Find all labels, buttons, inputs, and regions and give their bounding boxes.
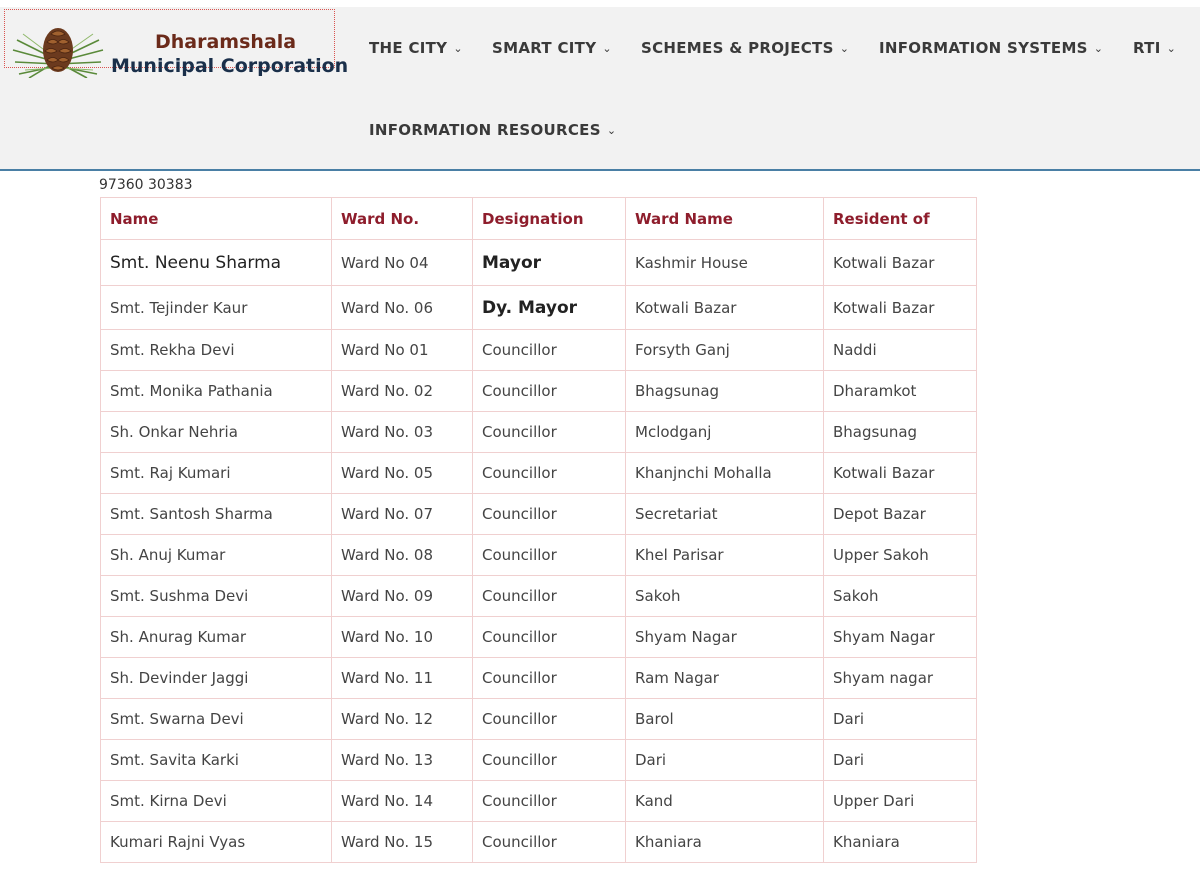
cell-resident-of: Dari bbox=[824, 699, 977, 740]
cell-name: Sh. Onkar Nehria bbox=[101, 412, 332, 453]
cell-ward-name: Secretariat bbox=[626, 494, 824, 535]
cell-designation: Councillor bbox=[473, 740, 626, 781]
cell-ward-name: Kashmir House bbox=[626, 240, 824, 286]
nav-smart-city[interactable] bbox=[492, 39, 612, 57]
cell-ward-name: Sakoh bbox=[626, 576, 824, 617]
cell-resident-of: Khaniara bbox=[824, 822, 977, 863]
cell-resident-of: Kotwali Bazar bbox=[824, 286, 977, 330]
table-row bbox=[101, 494, 977, 535]
cell-designation: Councillor bbox=[473, 371, 626, 412]
cell-designation: Councillor bbox=[473, 699, 626, 740]
chevron-down-icon: ⌄ bbox=[1166, 42, 1177, 55]
chevron-down-icon: ⌄ bbox=[453, 42, 463, 55]
nav-label: INFORMATION RESOURCES bbox=[369, 121, 601, 139]
cell-designation: Councillor bbox=[473, 453, 626, 494]
cell-resident-of: Naddi bbox=[824, 330, 977, 371]
cell-resident-of: Kotwali Bazar bbox=[824, 240, 977, 286]
cell-resident-of: Bhagsunag bbox=[824, 412, 977, 453]
table-row bbox=[101, 240, 977, 286]
nav-label: SCHEMES & PROJECTS bbox=[641, 39, 834, 57]
brand-name-line1: Dharamshala bbox=[155, 31, 297, 53]
cell-name: Sh. Anuj Kumar bbox=[101, 535, 332, 576]
table-header-row bbox=[101, 198, 977, 240]
nav-schemes-projects[interactable] bbox=[641, 39, 849, 57]
phone-number: 97360 30383 bbox=[99, 177, 193, 193]
cell-name: Sh. Devinder Jaggi bbox=[101, 658, 332, 699]
cell-ward-name: Barol bbox=[626, 699, 824, 740]
cell-ward-no: Ward No. 14 bbox=[332, 781, 473, 822]
header-designation: Designation bbox=[473, 198, 626, 240]
table-row bbox=[101, 371, 977, 412]
header-ward-name: Ward Name bbox=[626, 198, 824, 240]
cell-designation: Councillor bbox=[473, 822, 626, 863]
cell-ward-name: Mclodganj bbox=[626, 412, 824, 453]
cell-resident-of: Shyam Nagar bbox=[824, 617, 977, 658]
table-row bbox=[101, 740, 977, 781]
cell-name: Smt. Tejinder Kaur bbox=[101, 286, 332, 330]
cell-resident-of: Dari bbox=[824, 740, 977, 781]
nav-the-city[interactable] bbox=[369, 39, 463, 57]
table-row bbox=[101, 617, 977, 658]
cell-ward-no: Ward No. 15 bbox=[332, 822, 473, 863]
cell-name: Smt. Neenu Sharma bbox=[101, 240, 332, 286]
cell-ward-name: Khaniara bbox=[626, 822, 824, 863]
cell-ward-name: Forsyth Ganj bbox=[626, 330, 824, 371]
nav-information-systems[interactable] bbox=[879, 39, 1103, 57]
cell-ward-no: Ward No. 12 bbox=[332, 699, 473, 740]
chevron-down-icon: ⌄ bbox=[839, 42, 850, 55]
cell-name: Sh. Anurag Kumar bbox=[101, 617, 332, 658]
table-row bbox=[101, 781, 977, 822]
table-row bbox=[101, 412, 977, 453]
header-name: Name bbox=[101, 198, 332, 240]
cell-resident-of: Dharamkot bbox=[824, 371, 977, 412]
cell-resident-of: Shyam nagar bbox=[824, 658, 977, 699]
cell-ward-no: Ward No. 06 bbox=[332, 286, 473, 330]
cell-name: Smt. Savita Karki bbox=[101, 740, 332, 781]
cell-resident-of: Upper Sakoh bbox=[824, 535, 977, 576]
cell-designation: Councillor bbox=[473, 658, 626, 699]
cell-ward-name: Shyam Nagar bbox=[626, 617, 824, 658]
brand-home-link[interactable] bbox=[4, 9, 349, 77]
cell-designation: Councillor bbox=[473, 494, 626, 535]
cell-ward-no: Ward No. 08 bbox=[332, 535, 473, 576]
cell-ward-no: Ward No. 02 bbox=[332, 371, 473, 412]
cell-ward-name: Khel Parisar bbox=[626, 535, 824, 576]
table-row bbox=[101, 286, 977, 330]
cell-name: Smt. Rekha Devi bbox=[101, 330, 332, 371]
cell-designation: Mayor bbox=[473, 240, 626, 286]
chevron-down-icon: ⌄ bbox=[1093, 42, 1104, 55]
cell-designation: Councillor bbox=[473, 576, 626, 617]
cell-name: Smt. Raj Kumari bbox=[101, 453, 332, 494]
chevron-down-icon: ⌄ bbox=[602, 42, 612, 55]
table-row bbox=[101, 658, 977, 699]
nav-label: SMART CITY bbox=[492, 39, 597, 57]
nav-label: THE CITY bbox=[369, 39, 448, 57]
cell-ward-no: Ward No. 05 bbox=[332, 453, 473, 494]
cell-ward-no: Ward No. 07 bbox=[332, 494, 473, 535]
nav-label: INFORMATION SYSTEMS bbox=[879, 39, 1088, 57]
cell-ward-no: Ward No. 11 bbox=[332, 658, 473, 699]
table-row bbox=[101, 330, 977, 371]
brand-name-line2: Municipal Corporation bbox=[111, 55, 349, 77]
cell-ward-name: Dari bbox=[626, 740, 824, 781]
cell-ward-name: Ram Nagar bbox=[626, 658, 824, 699]
cell-designation: Councillor bbox=[473, 330, 626, 371]
cell-designation: Councillor bbox=[473, 781, 626, 822]
cell-ward-name: Khanjnchi Mohalla bbox=[626, 453, 824, 494]
cell-designation: Councillor bbox=[473, 617, 626, 658]
cell-ward-no: Ward No. 09 bbox=[332, 576, 473, 617]
table-row bbox=[101, 822, 977, 863]
councillors-table bbox=[100, 197, 977, 863]
cell-name: Smt. Kirna Devi bbox=[101, 781, 332, 822]
header-ward-no: Ward No. bbox=[332, 198, 473, 240]
cell-resident-of: Sakoh bbox=[824, 576, 977, 617]
cell-ward-name: Kotwali Bazar bbox=[626, 286, 824, 330]
cell-name: Smt. Monika Pathania bbox=[101, 371, 332, 412]
table-row bbox=[101, 453, 977, 494]
table-row bbox=[101, 576, 977, 617]
cell-ward-name: Kand bbox=[626, 781, 824, 822]
cell-name: Smt. Swarna Devi bbox=[101, 699, 332, 740]
cell-designation: Dy. Mayor bbox=[473, 286, 626, 330]
cell-designation: Councillor bbox=[473, 412, 626, 453]
cell-ward-no: Ward No 01 bbox=[332, 330, 473, 371]
cell-name: Smt. Sushma Devi bbox=[101, 576, 332, 617]
cell-ward-no: Ward No. 03 bbox=[332, 412, 473, 453]
cell-designation: Councillor bbox=[473, 535, 626, 576]
cell-name: Kumari Rajni Vyas bbox=[101, 822, 332, 863]
cell-resident-of: Depot Bazar bbox=[824, 494, 977, 535]
header-resident-of: Resident of bbox=[824, 198, 977, 240]
nav-information-resources[interactable] bbox=[369, 121, 616, 139]
cell-name: Smt. Santosh Sharma bbox=[101, 494, 332, 535]
table-row bbox=[101, 699, 977, 740]
cell-resident-of: Kotwali Bazar bbox=[824, 453, 977, 494]
cell-ward-no: Ward No. 13 bbox=[332, 740, 473, 781]
nav-rti[interactable] bbox=[1133, 39, 1176, 57]
site-header bbox=[0, 7, 1200, 171]
chevron-down-icon: ⌄ bbox=[606, 124, 617, 137]
cell-ward-no: Ward No 04 bbox=[332, 240, 473, 286]
cell-ward-name: Bhagsunag bbox=[626, 371, 824, 412]
cell-resident-of: Upper Dari bbox=[824, 781, 977, 822]
cell-ward-no: Ward No. 10 bbox=[332, 617, 473, 658]
nav-label: RTI bbox=[1133, 39, 1161, 57]
pinecone-logo-icon bbox=[9, 20, 107, 78]
table-row bbox=[101, 535, 977, 576]
